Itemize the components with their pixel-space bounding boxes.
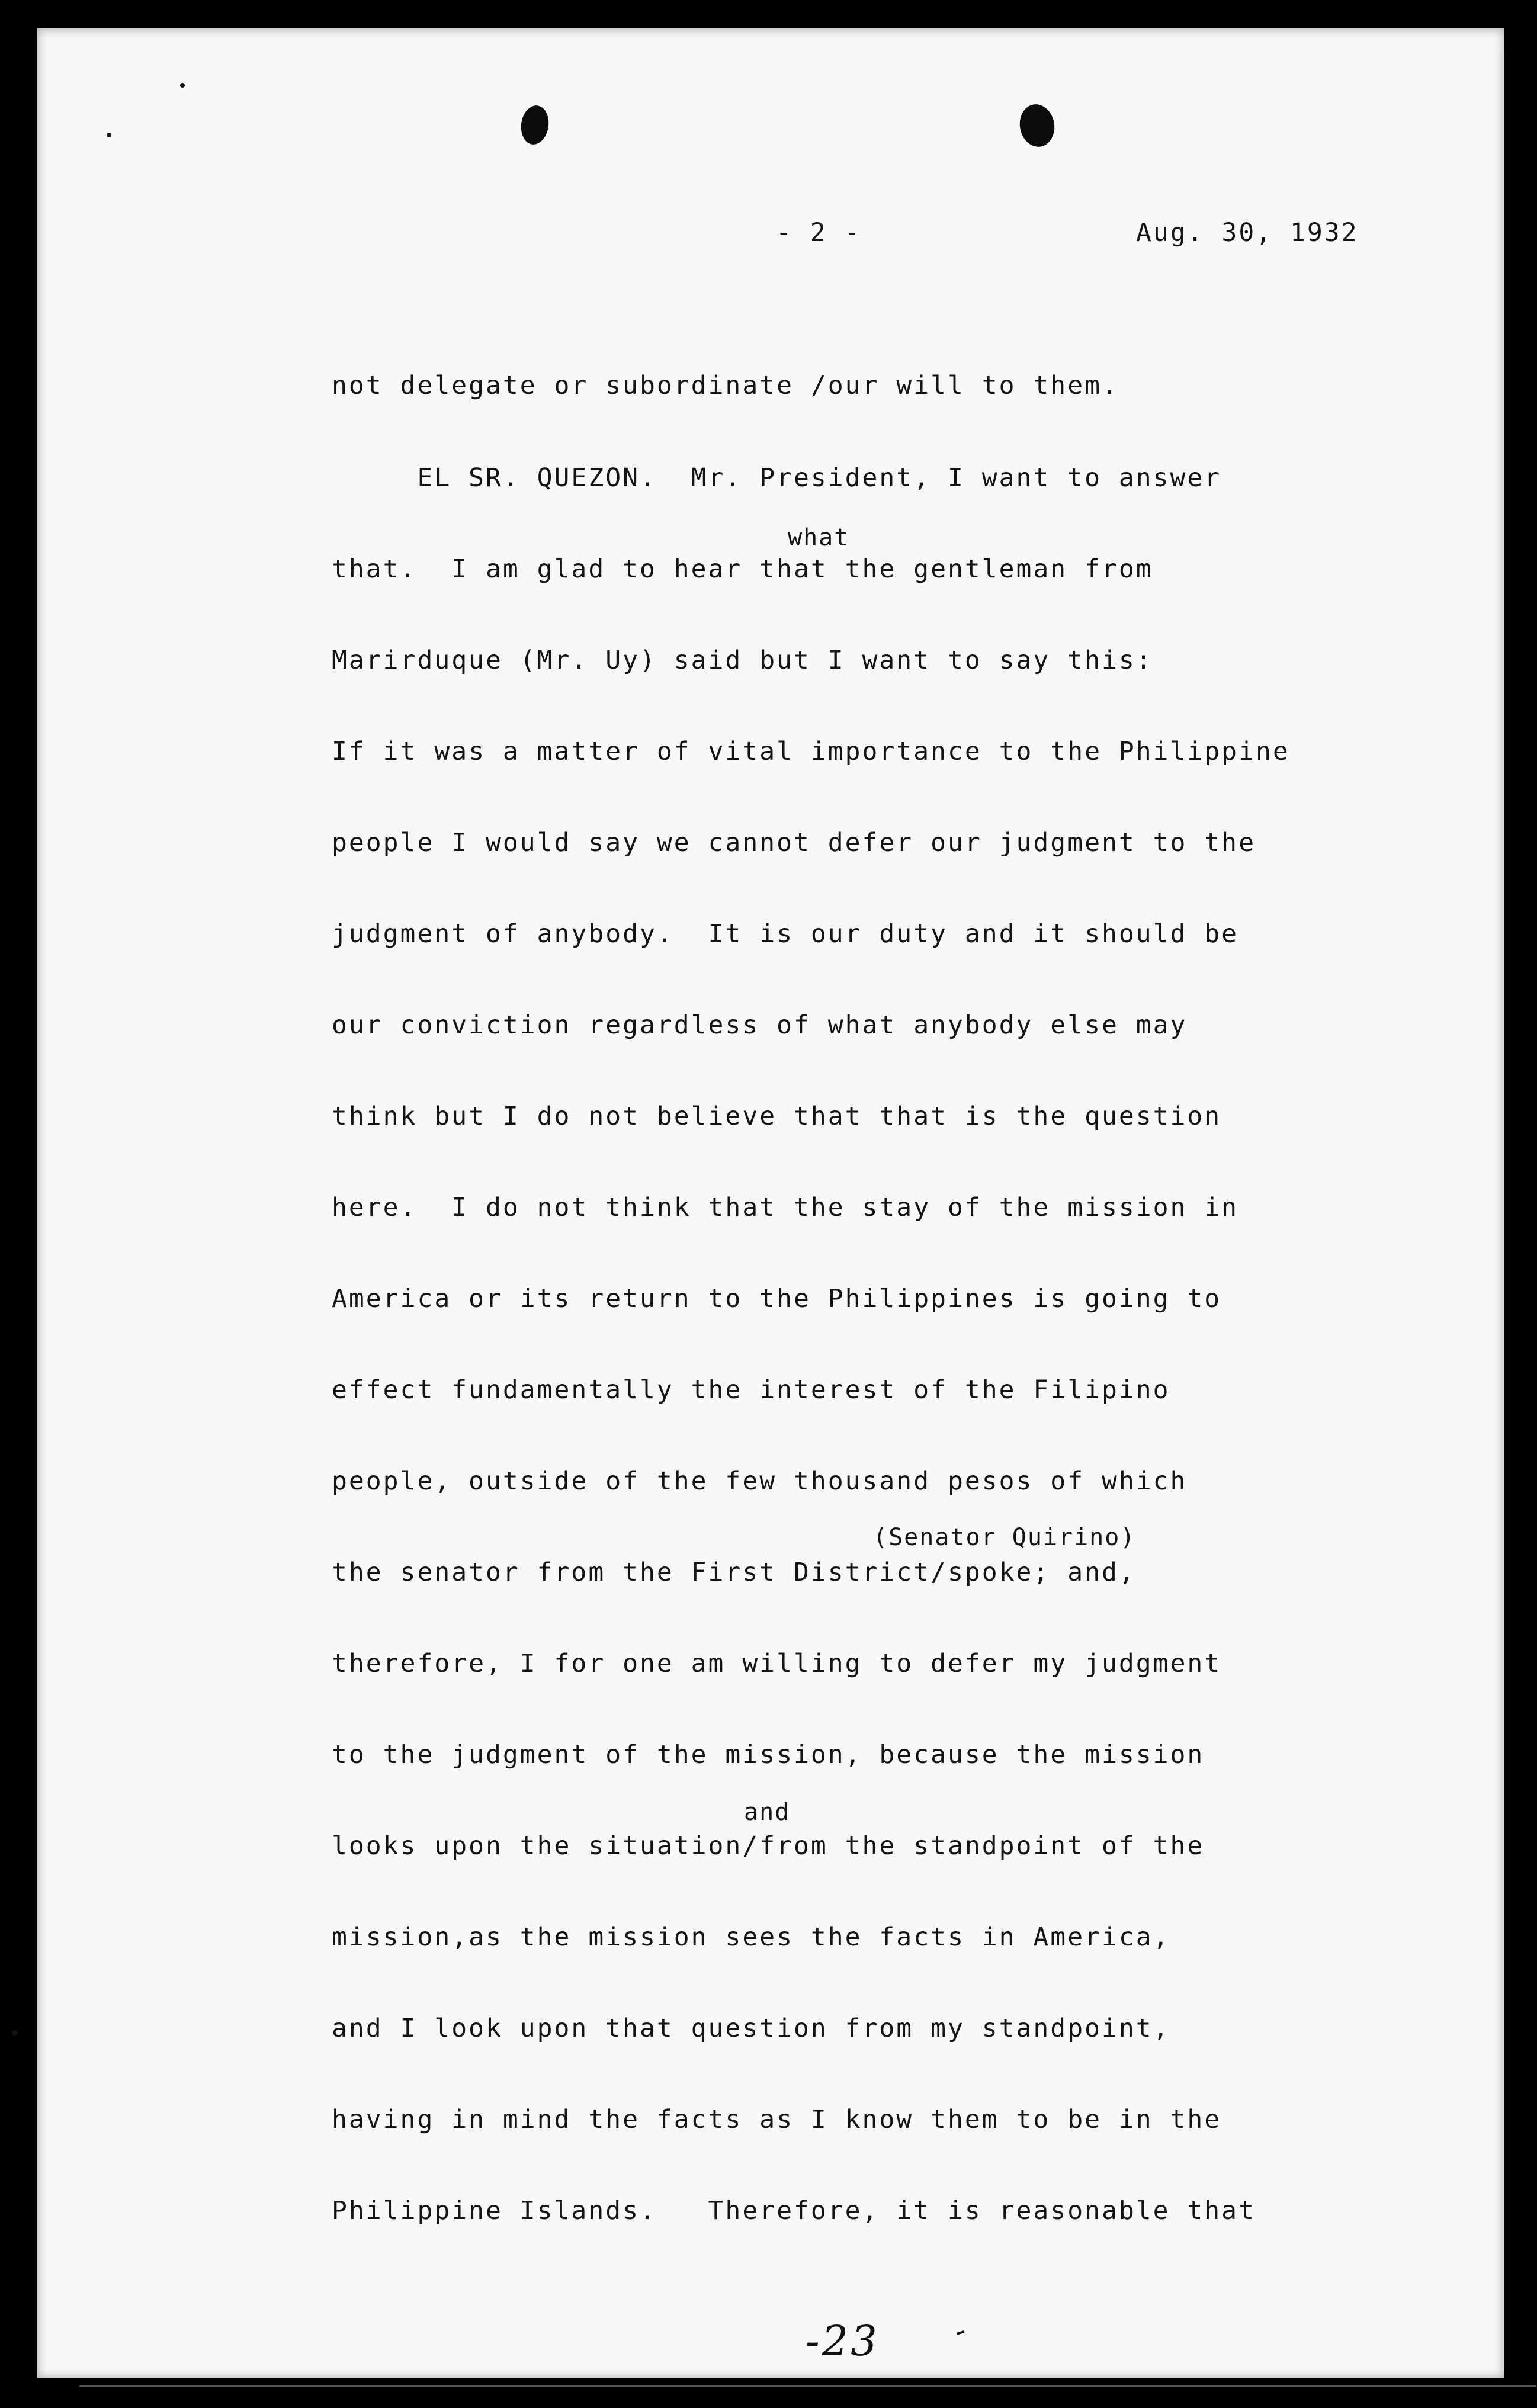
body-line-4: Marirduque (Mr. Uy) said but I want to say this: (332, 646, 1153, 675)
page-bottom-edge (79, 2362, 1536, 2387)
body-line-15: therefore, I for one am willing to defer my judgment (332, 1649, 1222, 1678)
body-line-9: think but I do not believe that that is the question (332, 1102, 1222, 1131)
body-line-14: the senator from the First District/spoke; and, (332, 1558, 1136, 1587)
body-line-17: looks upon the situation/from the standpoint of the (332, 1831, 1205, 1861)
body-line-21: Philippine Islands. Therefore, it is reasonable that (332, 2196, 1256, 2226)
body-line-6: people I would say we cannot defer our judgment to the (332, 828, 1256, 858)
body-line-12: effect fundamentally the interest of the Filipino (332, 1375, 1170, 1405)
body-line-3: that. I am glad to hear that the gentleman from (332, 554, 1153, 584)
body-line-7: judgment of anybody. It is our duty and it should be (332, 919, 1239, 949)
ink-speck (107, 133, 111, 137)
body-line-5: If it was a matter of vital importance to the Philippine (332, 737, 1290, 766)
body-line-16: to the judgment of the mission, because the mission (332, 1740, 1205, 1770)
handwritten-page-number: -23 (806, 2317, 880, 2365)
interlinear-correction-what: what (788, 524, 850, 551)
body-line-11: America or its return to the Philippines is going to (332, 1284, 1222, 1314)
interlinear-correction-and: and (744, 1799, 791, 1826)
body-line-20: having in mind the facts as I know them to be in the (332, 2105, 1222, 2134)
body-line-2: EL SR. QUEZON. Mr. President, I want to answer (332, 463, 1222, 493)
body-line-19: and I look upon that question from my standpoint, (332, 2014, 1170, 2043)
body-line-8: our conviction regardless of what anybody else may (332, 1010, 1188, 1040)
document-date: Aug. 30, 1932 (1136, 218, 1359, 248)
punch-hole-right (1016, 102, 1058, 150)
interlinear-correction-senator-quirino: (Senator Quirino) (873, 1524, 1136, 1551)
body-line-13: people, outside of the few thousand pesos of which (332, 1466, 1188, 1496)
body-line-10: here. I do not think that the stay of the mission in (332, 1193, 1239, 1222)
page-number-header: - 2 - (776, 218, 862, 248)
page-edge (1501, 50, 1504, 2371)
ink-speck (180, 83, 185, 88)
ink-speck (12, 2030, 18, 2036)
body-line-18: mission,as the mission sees the facts in America, (332, 1922, 1170, 1952)
handwritten-dash: - (949, 2312, 971, 2350)
body-line-1: not delegate or subordinate /our will to them. (332, 371, 1119, 400)
punch-hole-left (519, 104, 551, 146)
